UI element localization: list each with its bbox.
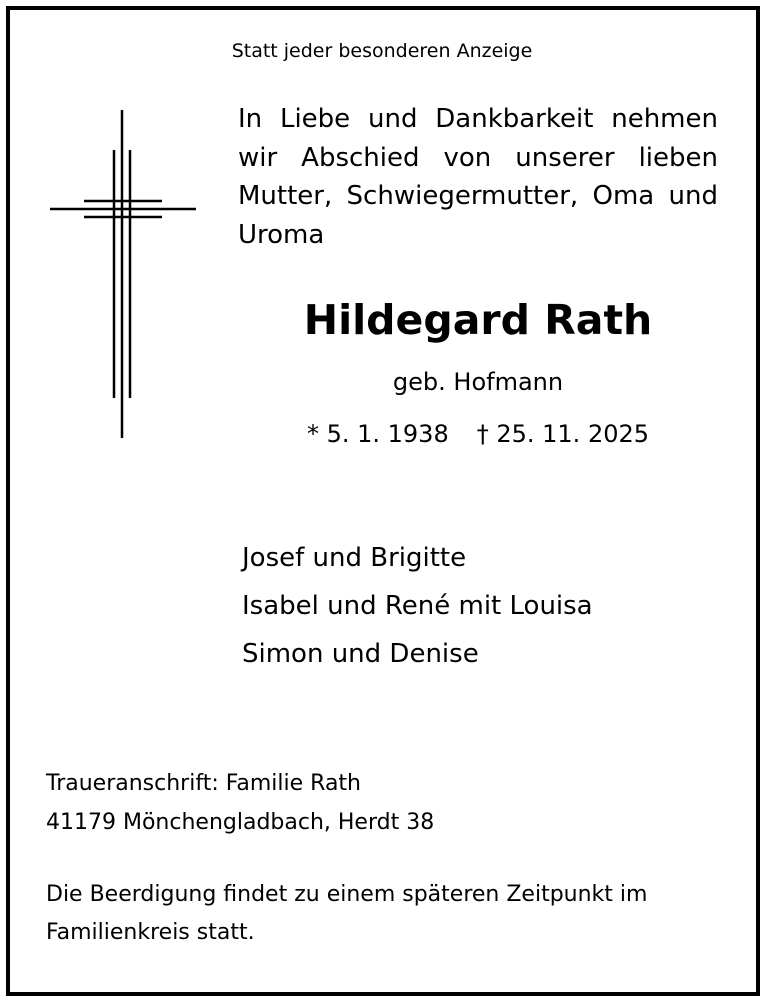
- intro-text: [238, 100, 718, 254]
- birth-name: geb. Hofmann: [392, 368, 564, 396]
- intro-line: Mutter, Schwiegermutter, Oma und: [238, 181, 718, 211]
- birth-date: * 5. 1. 1938: [306, 420, 449, 448]
- intro-line: wir Abschied von unserer lieben: [238, 142, 718, 173]
- family-member: Josef und Brigitte: [242, 543, 467, 573]
- family-list: [242, 534, 593, 678]
- funeral-notice: Die Beerdigung findet zu einem späteren Zeitpunkt im Familienkreis statt.: [46, 882, 648, 945]
- header-notice: Statt jeder besonderen Anzeige: [231, 40, 533, 62]
- life-dates: [238, 420, 718, 448]
- deceased-name: Hildegard Rath: [303, 296, 653, 344]
- cross-icon: [46, 108, 200, 440]
- family-member: Isabel und René mit Louisa: [242, 591, 593, 621]
- address-line: Traueranschrift: Familie Rath: [46, 771, 361, 796]
- family-member: Simon und Denise: [242, 639, 479, 669]
- address-line: 41179 Mönchengladbach, Herdt 38: [46, 810, 435, 835]
- intro-line: In Liebe und Dankbarkeit nehmen: [238, 104, 718, 134]
- death-date: † 25. 11. 2025: [476, 420, 650, 448]
- intro-line: Uroma: [238, 219, 325, 250]
- mourning-address: [46, 764, 434, 842]
